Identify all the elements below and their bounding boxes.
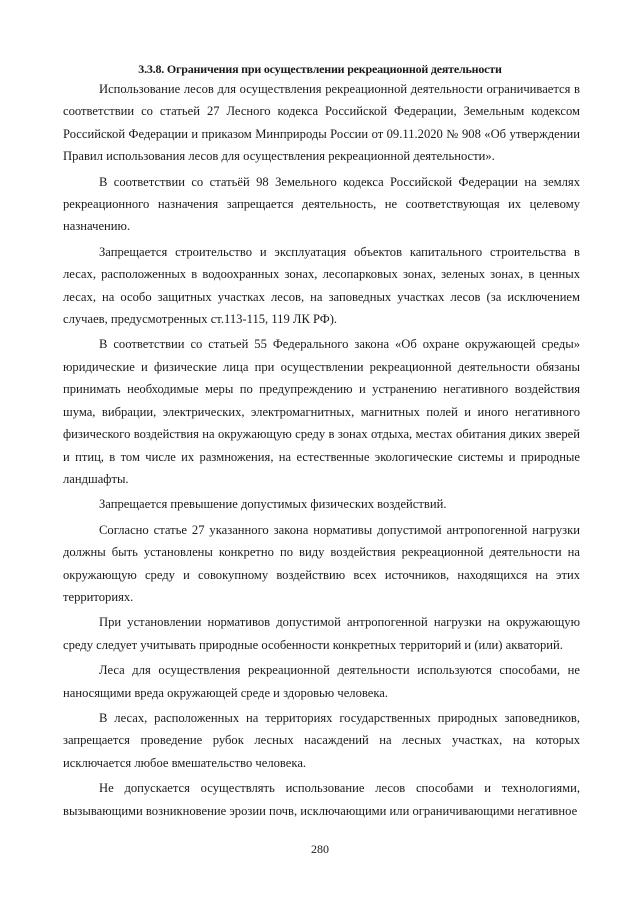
paragraph: Запрещается превышение допустимых физических воздействий. xyxy=(99,497,447,512)
paragraph: Запрещается строительство и эксплуатация объектов капитального строительства в лесах, расположенных в водоохранных зонах, лесопарковых зонах, зеленых зонах, в ценных лесах, на особо защитных участках лесов, на заповедных участках лесов (за исключением случаев, предусмотренных ст.113-115, 119 ЛК РФ). xyxy=(63,244,580,327)
page-number: 280 xyxy=(311,842,329,856)
paragraph: Не допускается осуществлять использование лесов способами и технологиями, вызывающими возникновение эрозии почв, исключающими или ограничивающими негативное xyxy=(63,781,580,818)
paragraph: Использование лесов для осуществления рекреационной деятельности ограничивается в соответствии со статьей 27 Лесного кодекса Российской Федерации, Земельным кодексом Российской Федерации и приказом Минприроды России от 09.11.2020 № 908 «Об утверждении Правил использования лесов для осуществления рекреационной деятельности». xyxy=(63,82,580,164)
paragraph: В лесах, расположенных на территориях государственных природных заповедников, запрещается проведение рубок лесных насаждений на лесных участках, на которых исключается любое вмешательство человека. xyxy=(63,710,580,770)
paragraph: Леса для осуществления рекреационной деятельности используются способами, не наносящими вреда окружающей среде и здоровью человека. xyxy=(63,663,580,700)
paragraph: При установлении нормативов допустимой антропогенной нагрузки на окружающую среду следует учитывать природные особенности конкретных территорий и (или) акваторий. xyxy=(63,615,580,652)
paragraph: В соответствии со статьёй 98 Земельного кодекса Российской Федерации на землях рекреационного назначения запрещается деятельность, не соответствующая их целевому назначению. xyxy=(63,174,580,234)
section-title: 3.3.8. Ограничения при осуществлении рекреационной деятельности xyxy=(138,62,502,76)
document-body xyxy=(63,78,580,822)
paragraph: Согласно статье 27 указанного закона нормативы допустимой антропогенной нагрузки должны быть установлены конкретно по виду воздействия рекреационной деятельности на окружающую среду и совокупному воздействию всех источников, находящихся на этих территориях. xyxy=(63,522,580,604)
paragraph: В соответствии со статьей 55 Федерального закона «Об охране окружающей среды» юридические и физические лица при осуществлении рекреационной деятельности обязаны принимать необходимые меры по предупреждению и устранению негативного воздействия шума, вибрации, электрических, электромагнитных, магнитных полей и иного негативного физического воздействия на окружающую среду в зонах отдыха, местах обитания диких зверей и птиц, в том числе их размножения, на естественные экологические системы и природные ландшафты. xyxy=(63,337,580,486)
